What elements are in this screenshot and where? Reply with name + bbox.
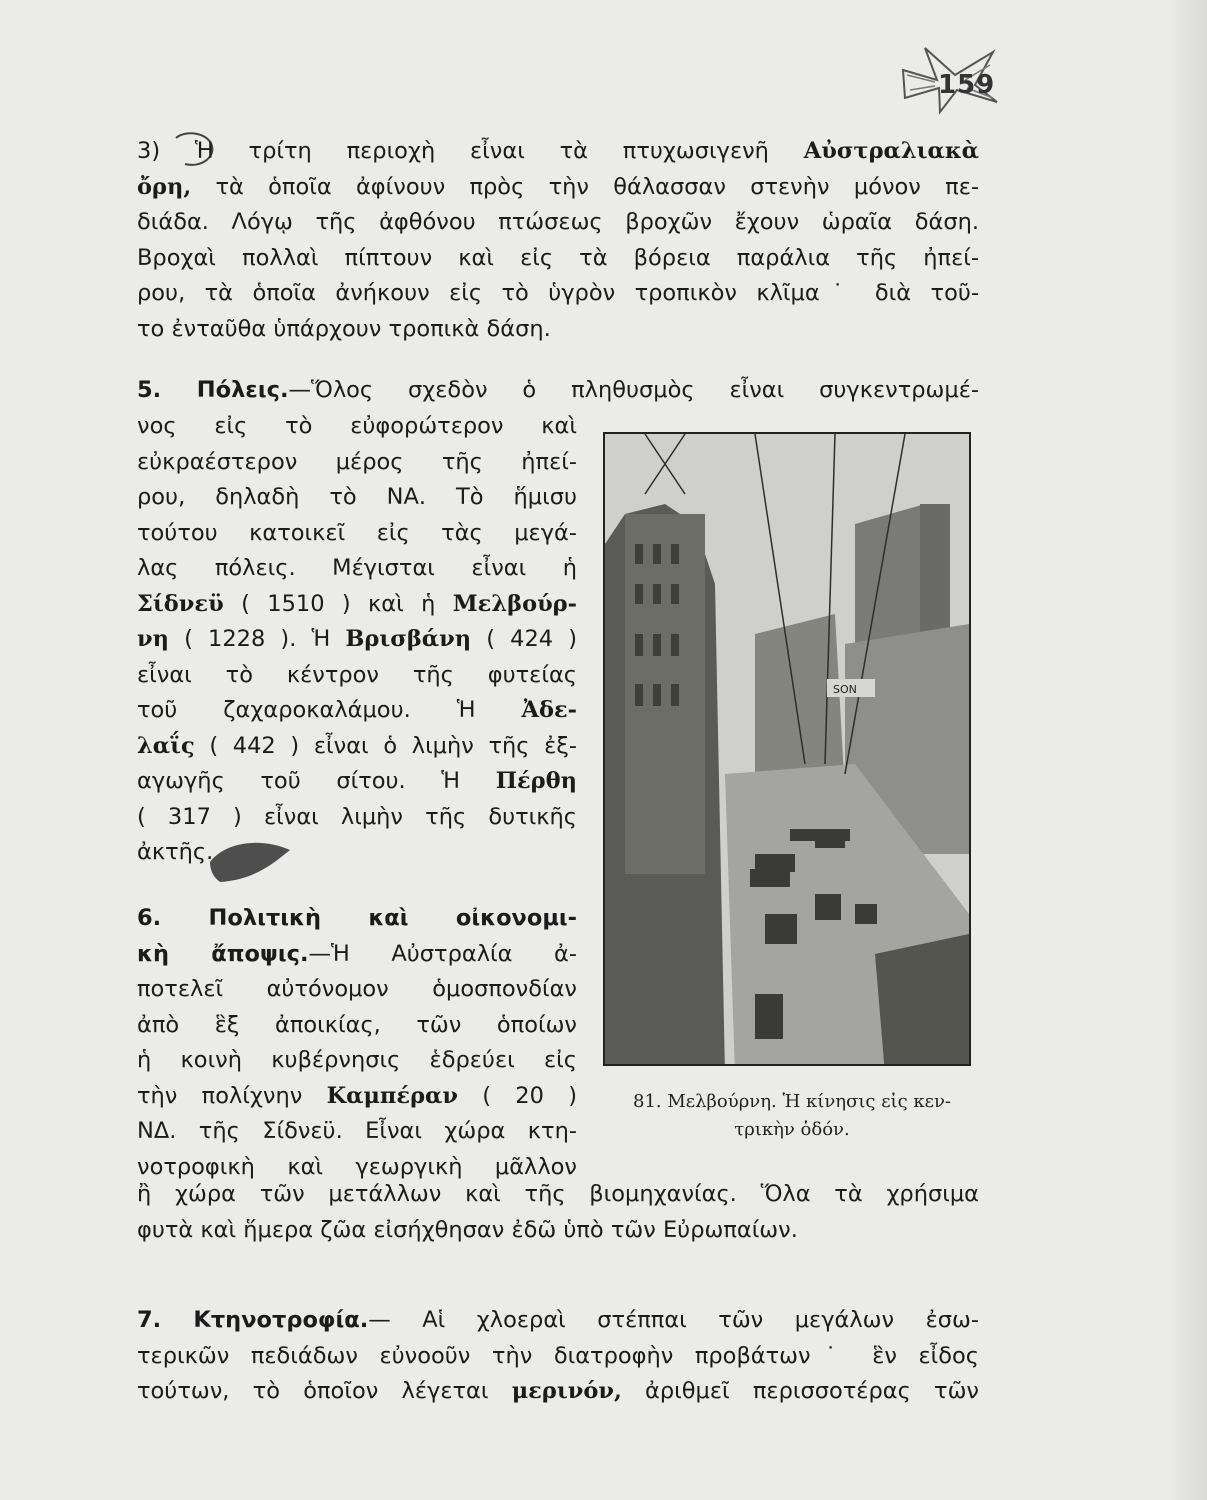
caption-line-1: 81. Μελβούρνη. Ἡ κίνησις εἰς κεν- bbox=[633, 1091, 951, 1112]
text-line: τούτων, τὸ ὁποῖον λέγεται μερινόν, ἀριθμεῖ περισσοτέρας τῶν bbox=[137, 1378, 979, 1404]
text-line: εὐκραέστερον μέρος τῆς ἠπεί- bbox=[137, 448, 577, 475]
text-line: εἶναι τὸ κέντρον τῆς φυτείας bbox=[137, 661, 577, 688]
section-heading-part: κὴ ἄποψις. bbox=[137, 940, 309, 967]
bold-term: Αὐστραλιακὰ bbox=[803, 138, 979, 164]
text-line: τερικῶν πεδιάδων εὐνοοῦν τὴν διατροφὴν προβάτων˙ ἓν εἶδος bbox=[137, 1342, 979, 1369]
bold-term: Βρισβάνη bbox=[345, 626, 472, 652]
text-line: Σίδνεϋ ( 1510 ) καὶ ἡ Μελβούρ- bbox=[137, 590, 577, 617]
livestock-body bbox=[137, 1339, 979, 1410]
cities-first-line-text: —Ὅλος σχεδὸν ὁ πληθυσμὸς εἶναι συγκεντρωμέ- bbox=[288, 377, 979, 403]
text-line: αγωγῆς τοῦ σίτου. Ἡ Πέρθη bbox=[137, 768, 577, 794]
text-line: ΝΔ. τῆς Σίδνεϋ. Εἶναι χώρα κτη- bbox=[137, 1118, 577, 1144]
cities-first-line bbox=[137, 373, 979, 409]
pencil-scribble bbox=[205, 832, 295, 887]
text-line: φυτὰ καὶ ἥμερα ζῶα εἰσήχθησαν ἐδῶ ὑπὸ τῶν Εὐρωπαίων. bbox=[137, 1216, 798, 1243]
livestock-heading: 7. Κτηνοτροφία. bbox=[137, 1307, 369, 1333]
text-line: ἀπὸ ἓξ ἀποικίας, τῶν ὁποίων bbox=[137, 1011, 577, 1038]
text-line: Βροχαὶ πολλαὶ πίπτουν καὶ εἰς τὰ βόρεια παράλια τῆς ἠπεί- bbox=[137, 244, 979, 271]
caption-line-2: τρικὴν ὁδόν. bbox=[734, 1119, 850, 1140]
text-line: κὴ ἄποψις.—Ἡ Αὐστραλία ἀ- bbox=[137, 940, 577, 967]
paragraph-politics-tail bbox=[137, 1177, 979, 1248]
text-line: ἀκτῆς. bbox=[137, 839, 214, 865]
figure-caption bbox=[606, 1088, 978, 1144]
text-line: το ἐνταῦθα ὑπάρχουν τροπικὰ δάση. bbox=[137, 315, 551, 342]
bold-term: Καμπέραν bbox=[326, 1082, 458, 1109]
text-line: τοῦ ζαχαροκαλάμου. Ἡ Ἀδε- bbox=[137, 697, 577, 723]
paragraph-mountains bbox=[137, 134, 979, 347]
politics-heading-line1: 6. Πολιτικὴ καὶ οἰκονομι- bbox=[137, 905, 577, 931]
text-line: νος εἰς τὸ εὐφορώτερον καὶ bbox=[137, 413, 577, 439]
bold-term: Σίδνεϋ bbox=[137, 590, 224, 617]
bold-term: Ἀδε- bbox=[521, 697, 577, 723]
text-line: ( 317 ) εἶναι λιμὴν τῆς δυτικῆς bbox=[137, 803, 577, 830]
text-line: ὄρη, τὰ ὁποῖα ἀφίνουν πρὸς τὴν θάλασσαν στενὴν μόνον πε- bbox=[137, 173, 979, 200]
shop-sign-text: SON bbox=[833, 683, 857, 696]
text-line: νοτροφικὴ καὶ γεωργικὴ μᾶλλον bbox=[137, 1153, 577, 1180]
text-line: ρου, τὰ ὁποῖα ἀνήκουν εἰς τὸ ὑγρὸν τροπικὸν κλῖμα˙ διὰ τοῦ- bbox=[137, 280, 979, 306]
bold-term: νη bbox=[137, 626, 169, 652]
text-line: τὴν πολίχνην Καμπέραν ( 20 ) bbox=[137, 1082, 577, 1109]
livestock-first-line-text: — Αἱ χλοεραὶ στέππαι τῶν μεγάλων ἐσω- bbox=[368, 1307, 979, 1333]
paragraph-livestock bbox=[137, 1303, 979, 1410]
bold-term: Μελβούρ- bbox=[452, 590, 577, 617]
text-line: ρου, δηλαδὴ τὸ ΝΑ. Τὸ ἥμισυ bbox=[137, 484, 577, 510]
text-line: 3) Ἡ τρίτη περιοχὴ εἶναι τὰ πτυχωσιγενῆ Αὐστραλιακὰ bbox=[137, 138, 979, 164]
bold-term: Πέρθη bbox=[495, 768, 577, 794]
text-line: ἡ κοινὴ κυβέρνησις ἑδρεύει εἰς bbox=[137, 1047, 577, 1073]
text-line: ποτελεῖ αὐτόνομον ὁμοσπονδίαν bbox=[137, 976, 577, 1002]
text-line: λαΐς ( 442 ) εἶναι ὁ λιμὴν τῆς ἐξ- bbox=[137, 732, 577, 759]
street-photo-illustration bbox=[605, 434, 969, 1064]
bold-term: ὄρη, bbox=[137, 173, 192, 200]
paragraph-politics bbox=[137, 901, 577, 1185]
paragraph-cities bbox=[137, 409, 577, 871]
street-photo bbox=[603, 432, 971, 1066]
text-line: λας πόλεις. Μέγισται εἶναι ἡ bbox=[137, 555, 577, 581]
bold-term: μερινόν, bbox=[511, 1378, 622, 1404]
text-line: νη ( 1228 ). Ἡ Βρισβάνη ( 424 ) bbox=[137, 626, 577, 652]
cities-heading: 5. Πόλεις. bbox=[137, 377, 289, 403]
text-line: τούτου κατοικεῖ εἰς τὰς μεγά- bbox=[137, 519, 577, 546]
bold-term: λαΐς bbox=[137, 732, 195, 759]
text-line: διάδα. Λόγῳ τῆς ἀφθόνου πτώσεως βροχῶν ἔχουν ὡραῖα δάση. bbox=[137, 209, 979, 235]
page-number: 159 bbox=[938, 70, 996, 100]
politics-body bbox=[137, 937, 577, 1186]
text-line: ἢ χώρα τῶν μετάλλων καὶ τῆς βιομηχανίας. Ὅλα τὰ χρήσιμα bbox=[137, 1181, 979, 1207]
page-edge-shadow bbox=[1167, 0, 1207, 1500]
